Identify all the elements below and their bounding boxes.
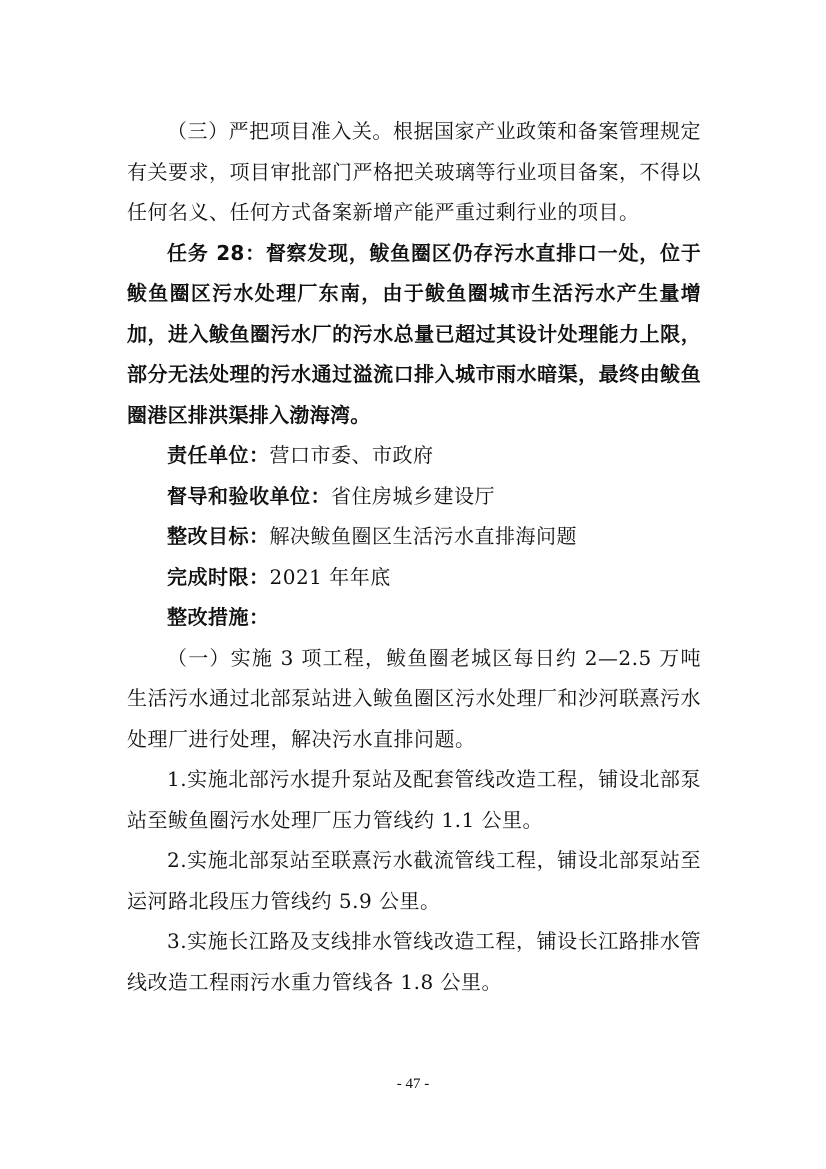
measure-1-1: 1.实施北部污水提升泵站及配套管线改造工程，铺设北部泵站至鲅鱼圈污水处理厂压力管线约 1.1 公里。	[127, 767, 701, 832]
goal-label: 整改目标：	[167, 524, 270, 548]
responsible-label: 责任单位：	[167, 443, 270, 467]
responsible-value: 营口市委、市政府	[269, 443, 434, 467]
field-supervisor-unit	[127, 476, 701, 517]
field-deadline	[127, 557, 701, 598]
measure-1: （一）实施 3 项工程，鲅鱼圈老城区每日约 2—2.5 万吨生活污水通过北部泵站进入鲅鱼圈区污水处理厂和沙河联熹污水处理厂进行处理，解决污水直排问题。	[127, 645, 701, 751]
deadline-label: 完成时限：	[167, 564, 270, 589]
supervisor-value: 省住房城乡建设厅	[331, 483, 495, 508]
goal-value: 解决鲅鱼圈区生活污水直排海问题	[269, 524, 577, 548]
field-rectification-goal	[127, 516, 701, 557]
field-responsible-unit	[127, 435, 701, 476]
measure-1-3: 3.实施长江路及支线排水管线改造工程，铺设长江路排水管线改造工程雨污水重力管线各 1.8 公里。	[127, 929, 701, 994]
page-number: - 47 -	[396, 1076, 430, 1092]
field-measures	[127, 597, 701, 638]
document-body	[127, 111, 701, 1002]
measure-1-2: 2.实施北部泵站至联熹污水截流管线工程，铺设北部泵站至运河路北段压力管线约 5.9 公里。	[127, 848, 701, 913]
measures-label: 整改措施：	[167, 605, 270, 629]
deadline-value: 2021 年年底	[269, 564, 391, 589]
paragraph-project-access: （三）严把项目准入关。根据国家产业政策和备案管理规定有关要求，项目审批部门严格把关玻璃等行业项目备案，不得以任何名义、任何方式备案新增产能严重过剩行业的项目。	[127, 119, 701, 224]
supervisor-label: 督导和验收单位：	[167, 483, 331, 508]
paragraph-task-28: 任务 28：督察发现，鲅鱼圈区仍存污水直排口一处，位于鲅鱼圈区污水处理厂东南，由于鲅鱼圈城市生活污水产生量增加，进入鲅鱼圈污水厂的污水总量已超过其设计处理能力上限，部分无法处理的污水通过溢流口排入城市雨水暗渠，最终由鲅鱼圈港区排洪渠排入渤海湾。	[127, 240, 701, 427]
